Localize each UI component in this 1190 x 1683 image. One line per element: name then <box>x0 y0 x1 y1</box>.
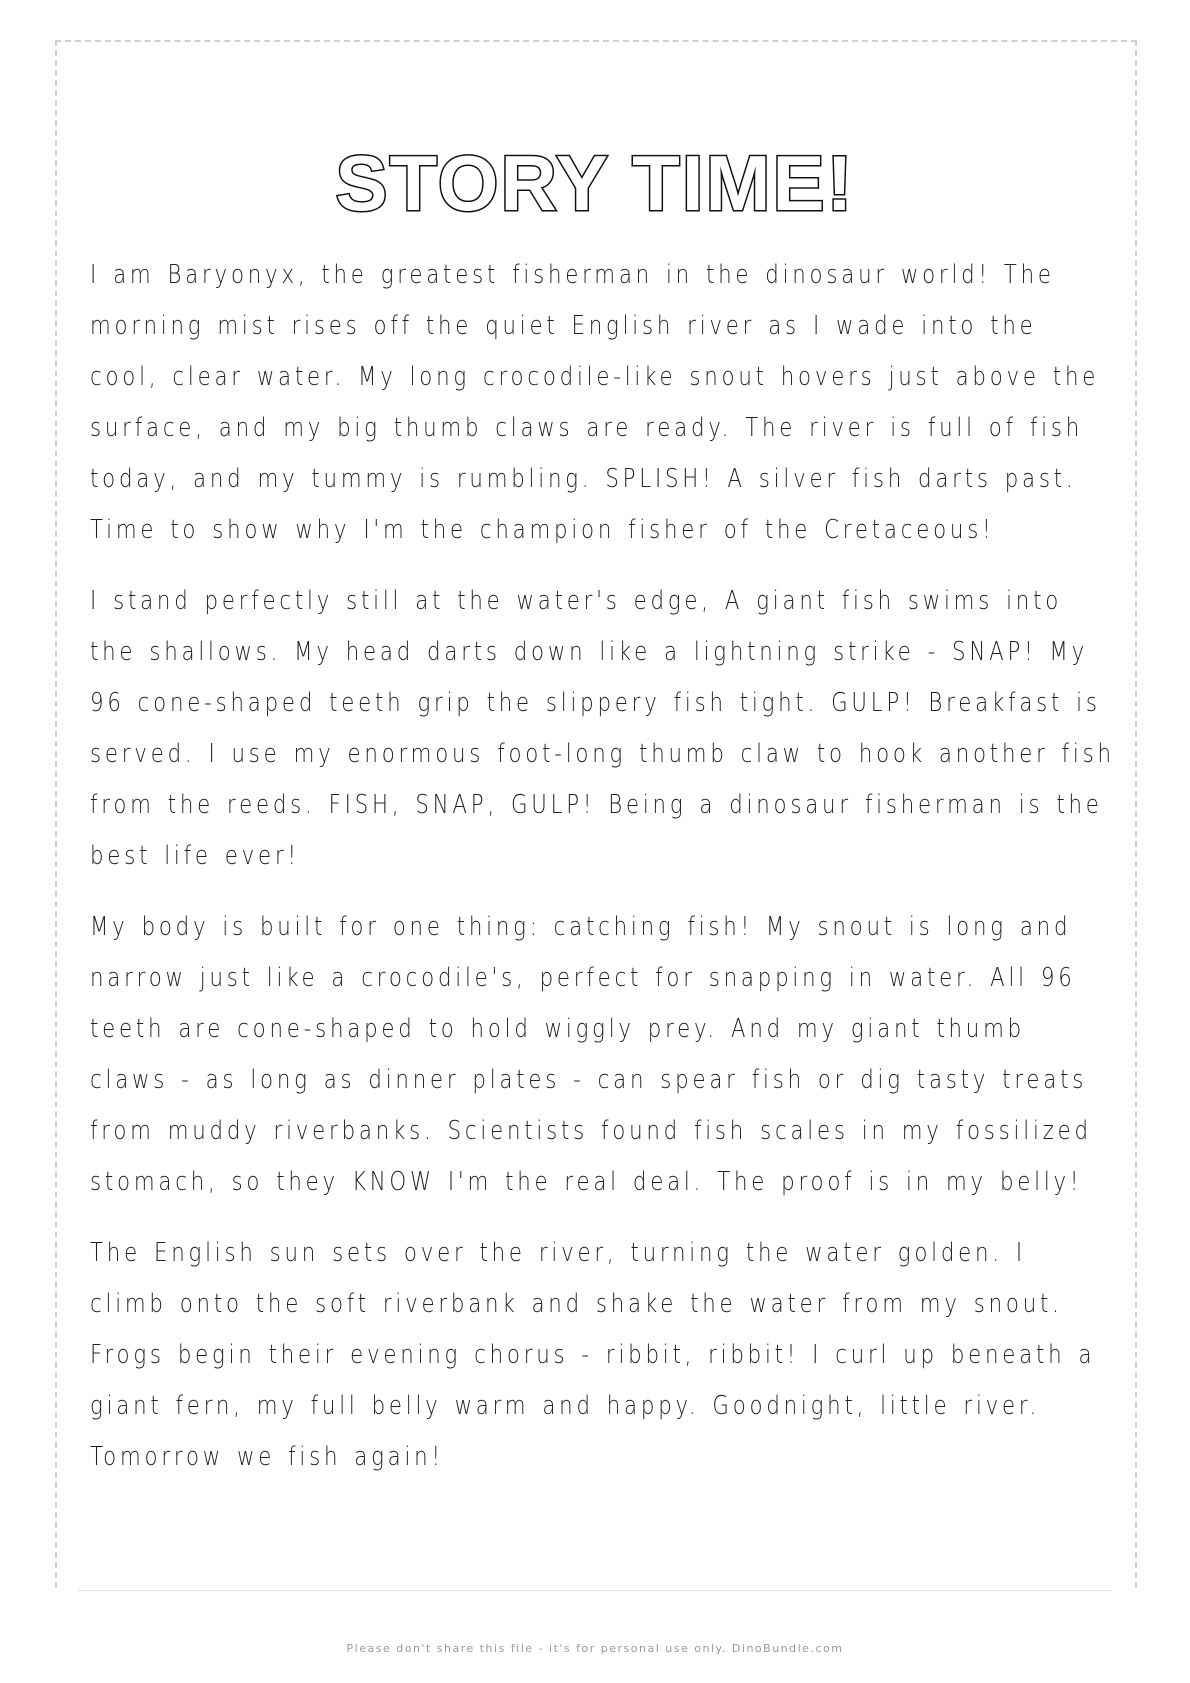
story-paragraph-1: I am Baryonyx, the greatest fisherman in the dinosaur world! The morning mist rises off the quiet English river as I wade into the cool, clear water. My long crocodile-like snout hovers just above the surface, and my big thumb claws are ready. The river is full of fish today, and my tummy is rumbling. SPLISH! A silver fish darts past. Time to show why I'm the champion fisher of the Cretaceous! <box>90 260 1100 545</box>
story-paragraph-4: The English sun sets over the river, turning the water golden. I climb onto the soft riverbank and shake the water from my snout. Frogs begin their evening chorus - ribbit, ribbit! I curl up beneath a giant fern, my full belly warm and happy. Goodnight, little river. Tomorrow we fish again! <box>90 1238 1096 1472</box>
story-body <box>90 250 1115 1503</box>
footer-notice: Please don't share this file - it's for personal use only. DinoBundle.com <box>346 1642 844 1655</box>
story-title: STORY TIME! <box>335 139 855 228</box>
story-paragraph-2: I stand perfectly still at the water's edge, A giant fish swims into the shallows. My head darts down like a lightning strike - SNAP! My 96 cone-shaped teeth grip the slippery fish tight. GULP! Breakfast is served. I use my enormous foot-long thumb claw to hook another fish from the reeds. FISH, SNAP, GULP! Being a dinosaur fisherman is the best life ever! <box>90 586 1115 871</box>
footer-divider <box>78 1590 1112 1591</box>
story-paragraph-3: My body is built for one thing: catching fish! My snout is long and narrow just like a crocodile's, perfect for snapping in water. All 96 teeth are cone-shaped to hold wiggly prey. And my giant thumb claws - as long as dinner plates - can spear fish or dig tasty treats from muddy riverbanks. Scientists found fish scales in my fossilized stomach, so they KNOW I'm the real deal. The proof is in my belly! <box>90 912 1092 1197</box>
